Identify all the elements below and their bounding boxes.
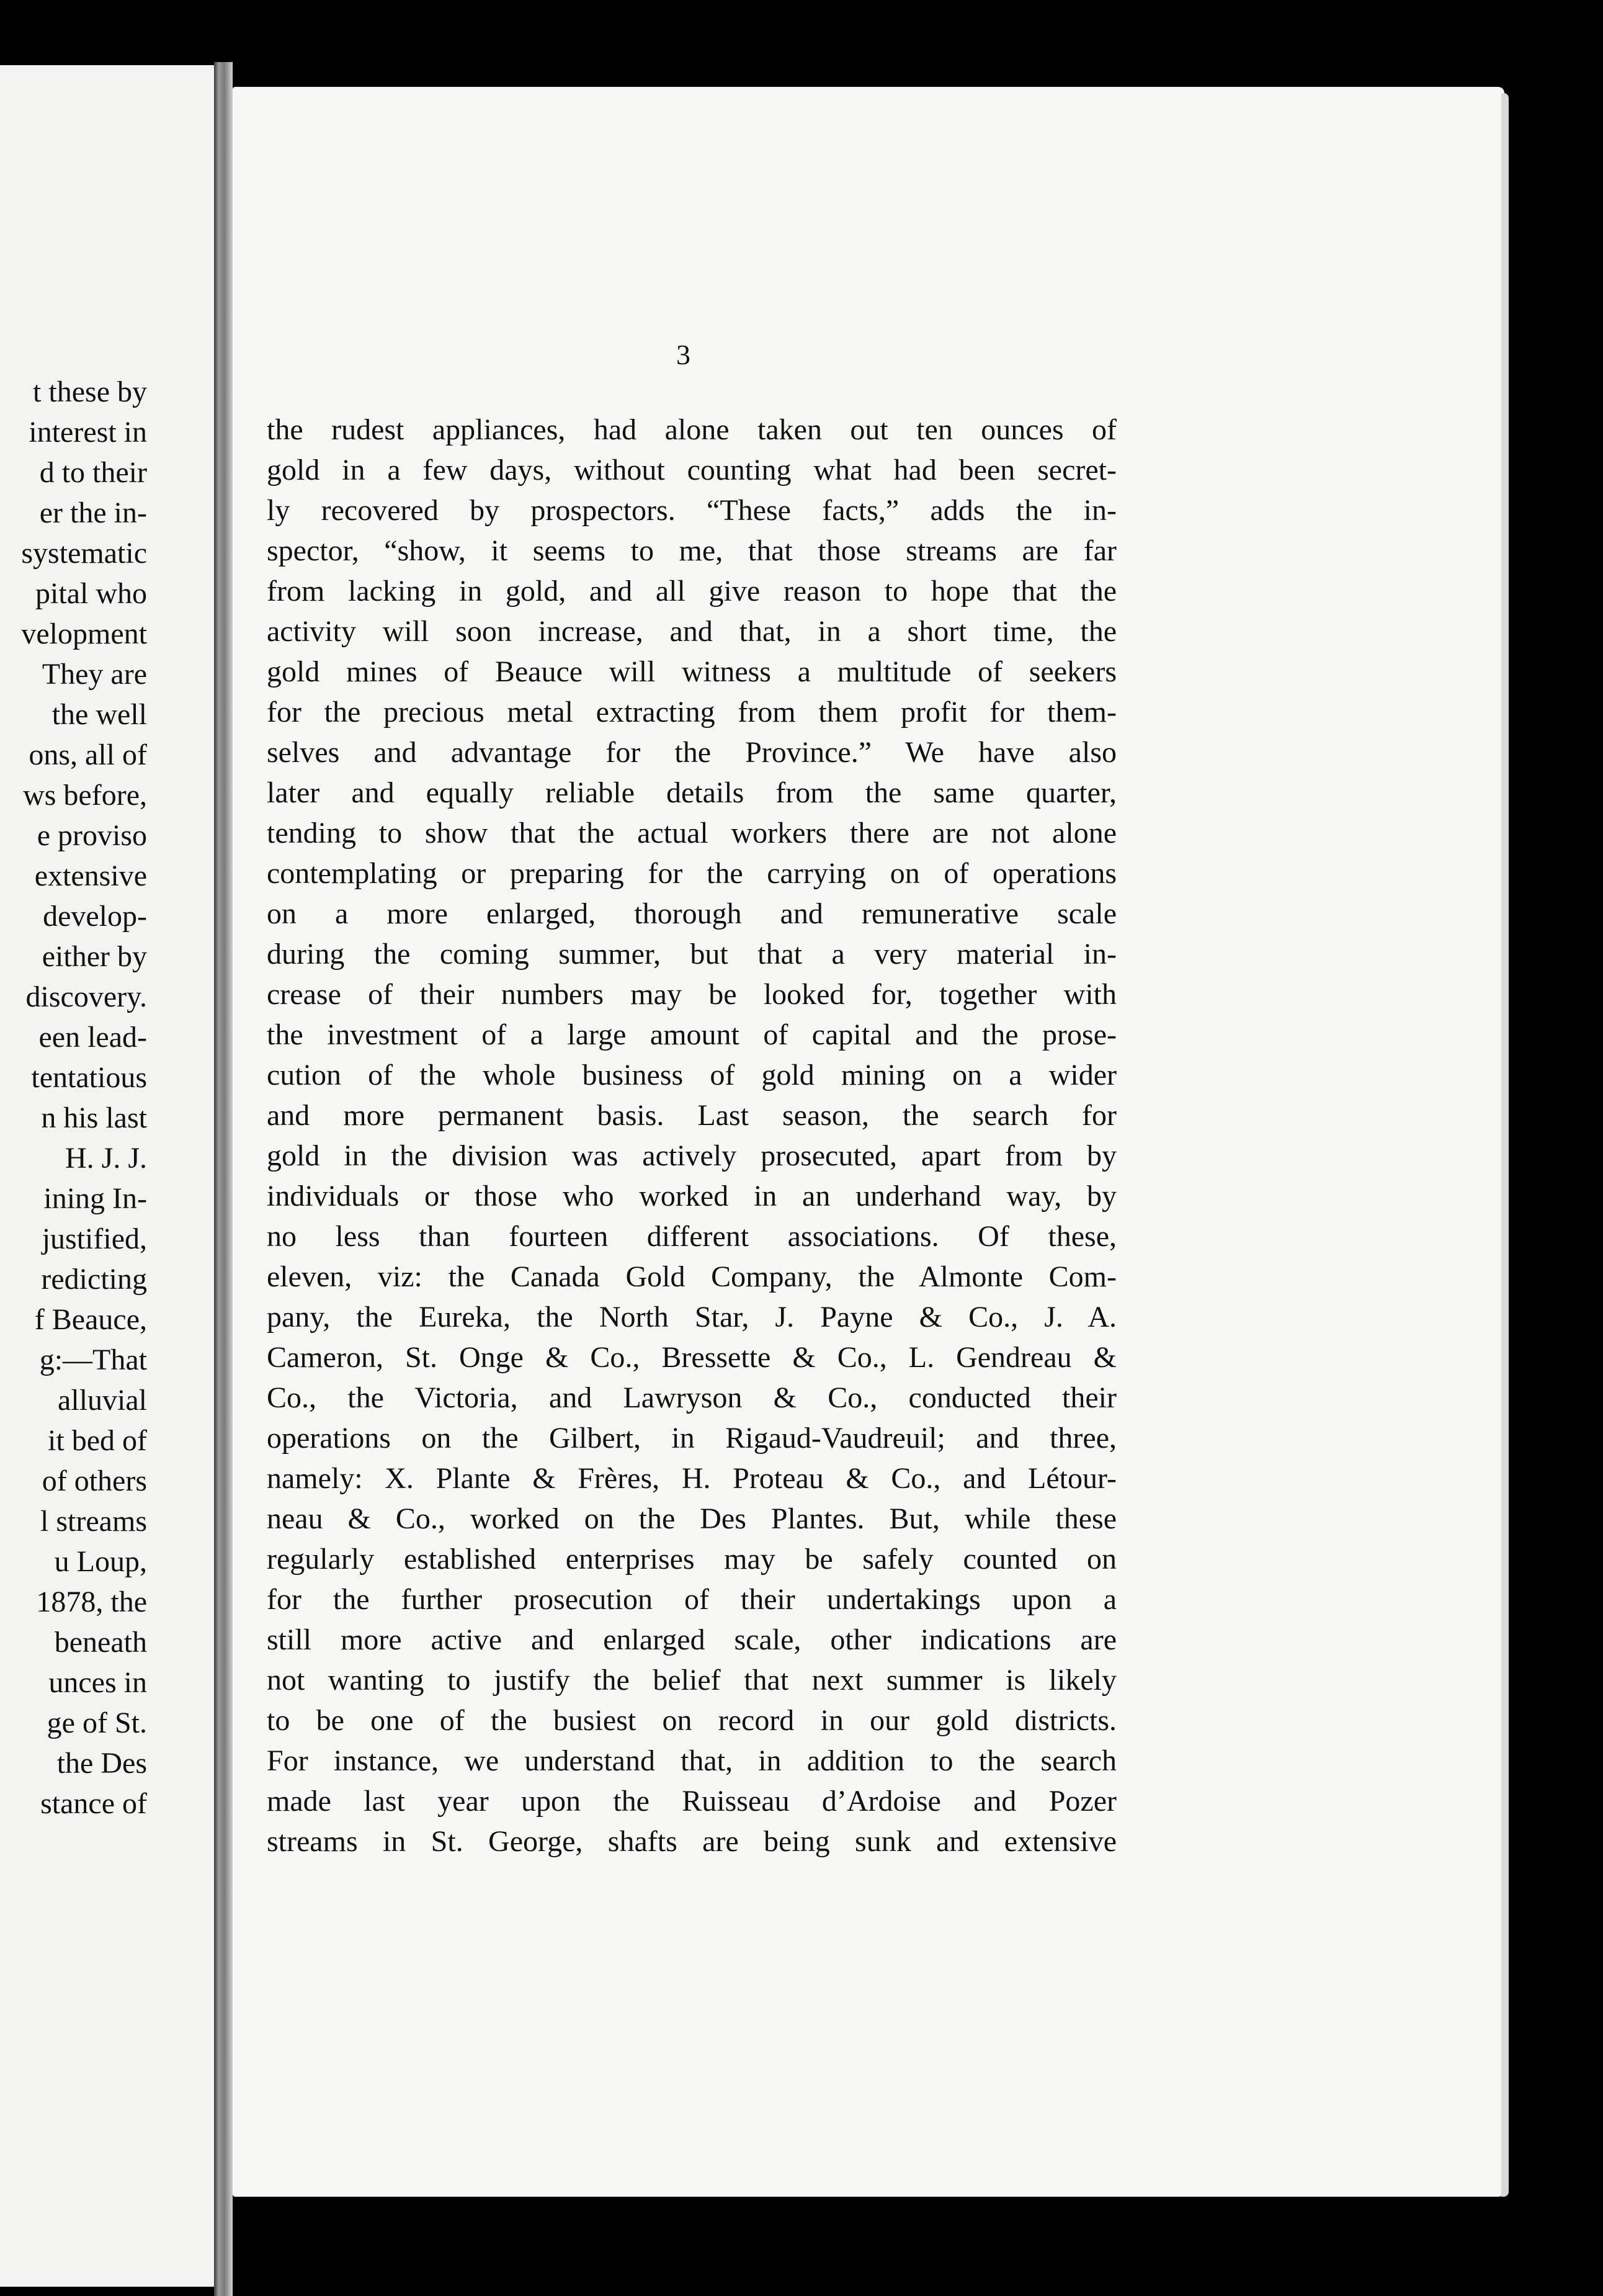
- left-page-line: justified,: [42, 1222, 147, 1255]
- text-line: individuals or those who worked in an underhand way, by: [267, 1180, 1117, 1213]
- text-line: tending to show that the actual workers there are not alone: [267, 817, 1117, 850]
- text-line: from lacking in gold, and all give reason to hope that the: [267, 575, 1117, 608]
- text-line: the rudest appliances, had alone taken out ten ounces of: [267, 413, 1117, 446]
- left-page-line: ining In-: [43, 1182, 147, 1215]
- left-page-line: e proviso: [37, 819, 147, 852]
- left-page-line: pital who: [35, 577, 147, 610]
- left-page-line: it bed of: [48, 1424, 147, 1457]
- text-line: Cameron, St. Onge & Co., Bressette & Co., L. Gendreau &: [267, 1341, 1117, 1374]
- text-line: crease of their numbers may be looked for, together with: [267, 978, 1117, 1011]
- left-page-line: tentatious: [31, 1061, 147, 1094]
- book-gutter: [214, 62, 233, 2296]
- text-line: pany, the Eureka, the North Star, J. Payne & Co., J. A.: [267, 1301, 1117, 1334]
- left-page-line: the well: [51, 698, 147, 731]
- left-page-line: interest in: [29, 416, 147, 449]
- text-line: and more permanent basis. Last season, the search for: [267, 1099, 1117, 1132]
- left-page-line: f Beauce,: [34, 1303, 147, 1336]
- page-number: 3: [676, 339, 690, 370]
- left-page-line: velopment: [21, 617, 147, 650]
- text-line: the investment of a large amount of capital and the prose-: [267, 1018, 1117, 1051]
- text-line: made last year upon the Ruisseau d’Ardoise and Pozer: [267, 1785, 1117, 1818]
- text-line: namely: X. Plante & Frères, H. Proteau & Co., and Létour-: [267, 1462, 1117, 1495]
- page-edge: [1501, 93, 1509, 2197]
- left-page-line: ge of St.: [47, 1706, 147, 1739]
- text-line: still more active and enlarged scale, other indications are: [267, 1623, 1117, 1656]
- text-line: selves and advantage for the Province.” We have also: [267, 736, 1117, 769]
- left-page-line: een lead-: [38, 1021, 147, 1054]
- left-page-line: beneath: [54, 1626, 147, 1659]
- text-line: to be one of the busiest on record in our gold districts.: [267, 1704, 1117, 1737]
- text-line: during the coming summer, but that a very material in-: [267, 938, 1117, 971]
- left-page-line: redicting: [41, 1263, 147, 1296]
- left-page-line: either by: [42, 940, 147, 973]
- left-page-line: extensive: [34, 859, 147, 892]
- left-page-line: ons, all of: [29, 738, 147, 771]
- text-line: neau & Co., worked on the Des Plantes. But, while these: [267, 1502, 1117, 1535]
- text-line: operations on the Gilbert, in Rigaud-Vaudreuil; and three,: [267, 1422, 1117, 1455]
- left-page-line: ws before,: [23, 779, 147, 812]
- left-page-line: They are: [42, 658, 147, 691]
- left-page-line: d to their: [39, 456, 147, 489]
- text-line: spector, “show, it seems to me, that those streams are far: [267, 534, 1117, 567]
- text-line: gold in a few days, without counting what had been secret-: [267, 454, 1117, 487]
- text-line: regularly established enterprises may be safely counted on: [267, 1543, 1117, 1576]
- left-page-line: stance of: [40, 1787, 147, 1820]
- text-line: cution of the whole business of gold mining on a wider: [267, 1059, 1117, 1092]
- text-line: contemplating or preparing for the carrying on of operations: [267, 857, 1117, 890]
- text-line: for the further prosecution of their undertakings upon a: [267, 1583, 1117, 1616]
- left-page-line: discovery.: [25, 980, 147, 1013]
- left-page-line: er the in-: [39, 496, 147, 529]
- left-page-line: the Des: [56, 1747, 147, 1780]
- text-line: no less than fourteen different associations. Of these,: [267, 1220, 1117, 1253]
- left-page-line: H. J. J.: [65, 1142, 147, 1175]
- text-line: not wanting to justify the belief that next summer is likely: [267, 1664, 1117, 1697]
- text-line: For instance, we understand that, in addition to the search: [267, 1744, 1117, 1777]
- text-line: for the precious metal extracting from them profit for them-: [267, 696, 1117, 729]
- text-line: streams in St. George, shafts are being sunk and extensive: [267, 1825, 1117, 1858]
- left-page-line: of others: [42, 1464, 147, 1497]
- left-page-line: t these by: [33, 375, 147, 408]
- text-line: eleven, viz: the Canada Gold Company, the Almonte Com-: [267, 1260, 1117, 1293]
- text-line: Co., the Victoria, and Lawryson & Co., conducted their: [267, 1381, 1117, 1414]
- text-line: gold mines of Beauce will witness a multitude of seekers: [267, 655, 1117, 688]
- text-line: on a more enlarged, thorough and remunerative scale: [267, 897, 1117, 930]
- text-line: later and equally reliable details from the same quarter,: [267, 776, 1117, 809]
- text-line: gold in the division was actively prosecuted, apart from by: [267, 1139, 1117, 1172]
- left-page-line: n his last: [41, 1101, 147, 1134]
- left-page-line: develop-: [43, 900, 147, 933]
- left-page-line: 1878, the: [36, 1585, 147, 1618]
- body-text: [267, 410, 1117, 1862]
- left-page-line: systematic: [21, 537, 147, 570]
- text-line: ly recovered by prospectors. “These facts,” adds the in-: [267, 494, 1117, 527]
- left-page-line: alluvial: [58, 1384, 147, 1417]
- left-page-line: g:—That: [39, 1343, 147, 1376]
- left-page: [0, 65, 214, 2287]
- text-line: activity will soon increase, and that, in a short time, the: [267, 615, 1117, 648]
- left-page-line: u Loup,: [54, 1545, 147, 1578]
- left-page-line: unces in: [48, 1666, 147, 1699]
- left-page-line: l streams: [40, 1505, 147, 1538]
